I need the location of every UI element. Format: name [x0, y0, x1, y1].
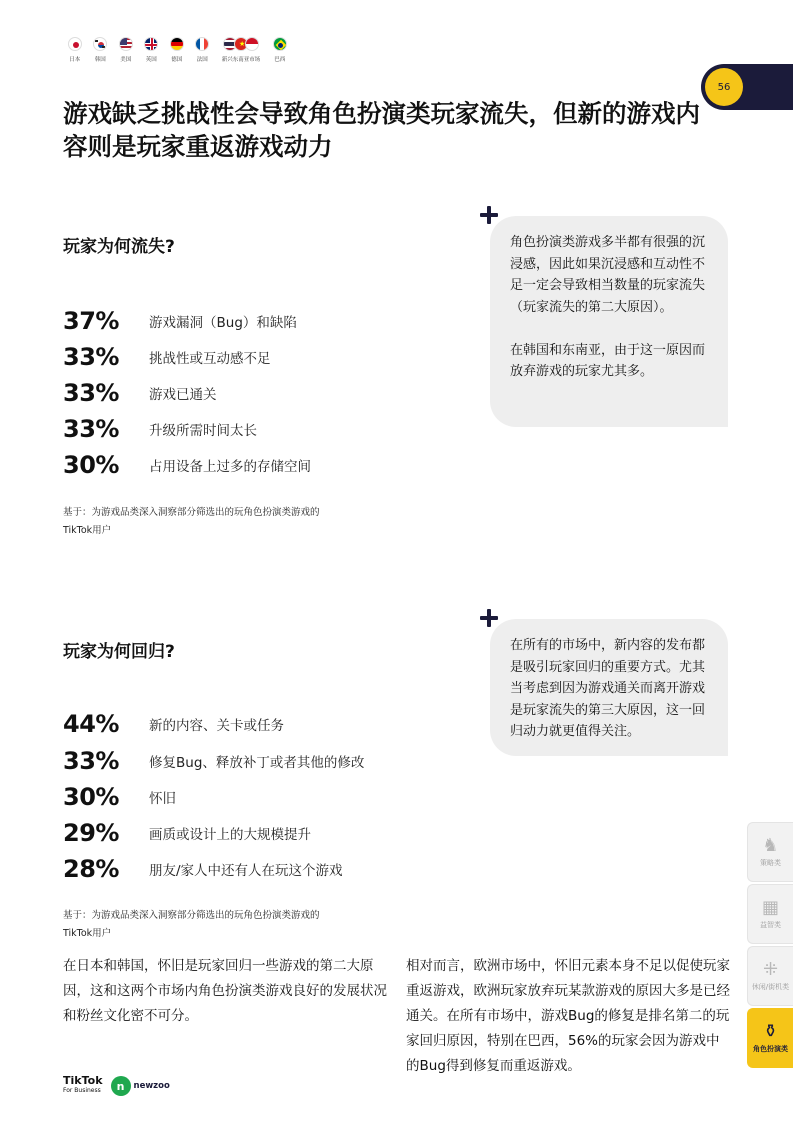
vietnam-flag-icon: ★: [234, 37, 248, 51]
flag-label: 巴西: [274, 57, 286, 63]
france-flag-icon: [195, 37, 209, 51]
footer-logos: [63, 1076, 170, 1096]
flag-label: 日本: [69, 57, 81, 63]
tiktok-sub: For Business: [63, 1087, 101, 1094]
churn-stat-row: [63, 376, 217, 410]
market-usa: [113, 37, 139, 63]
page-title: 游戏缺乏挑战性会导致角色扮演类玩家流失，但新的游戏内容则是玩家重返游戏动力: [63, 99, 700, 161]
stat-percent: 33%: [63, 343, 119, 371]
callout-text: 在所有的市场中，新内容的发布都是吸引玩家回归的重要方式。尤其当考虑到因为游戏通关而离开游戏是玩家流失的第三大原因，这一回归动力就更值得关注。: [510, 638, 706, 739]
tab-casual-arcade[interactable]: [747, 946, 793, 1006]
stat-label: 游戏漏洞（Bug）和缺陷: [149, 315, 297, 331]
footnote-line: 基于：为游戏品类深入洞察部分筛选出的玩角色扮演类游戏的: [63, 507, 320, 518]
return-heading: 玩家为何回归?: [63, 642, 175, 662]
market-brazil: [267, 37, 293, 63]
churn-footnote: [63, 504, 383, 540]
page-number: 56: [705, 68, 743, 106]
stat-percent: 29%: [63, 819, 119, 847]
churn-stat-row: [63, 412, 257, 446]
stat-label: 占用设备上过多的存储空间: [149, 459, 311, 475]
market-germany: [164, 37, 190, 63]
footnote-line: 基于：为游戏品类深入洞察部分筛选出的玩角色扮演类游戏的: [63, 910, 320, 921]
market-korea: [88, 37, 114, 63]
plus-icon: [479, 608, 499, 628]
return-footnote: [63, 907, 383, 943]
usa-flag-icon: [119, 37, 133, 51]
market-flags-row: [62, 37, 293, 63]
callout-text: 在韩国和东南亚，由于这一原因而放弃游戏的玩家尤其多。: [510, 342, 706, 379]
newzoo-name: newzoo: [133, 1081, 170, 1091]
stat-label: 修复Bug、释放补丁或者其他的修改: [149, 755, 365, 771]
tab-puzzle[interactable]: [747, 884, 793, 944]
churn-stat-row: [63, 304, 297, 338]
plus-icon: [479, 205, 499, 225]
return-stat-row: [63, 707, 284, 741]
japan-flag-icon: [68, 37, 82, 51]
market-uk: [139, 37, 165, 63]
stat-percent: 30%: [63, 451, 119, 479]
market-japan: [62, 37, 88, 63]
sea-flags-icon: [223, 37, 259, 51]
category-tabs: [747, 822, 793, 1070]
flag-label: 美国: [120, 57, 132, 63]
uk-flag-icon: [144, 37, 158, 51]
return-callout: [490, 619, 728, 756]
churn-stat-row: [63, 340, 271, 374]
rpg-potion-icon: ⚱: [762, 1021, 779, 1042]
stat-label: 升级所需时间太长: [149, 423, 257, 439]
tab-label: 角色扮演类: [753, 1045, 788, 1053]
flag-label: 法国: [196, 57, 208, 63]
stat-percent: 30%: [63, 783, 119, 811]
puzzle-grid-icon: ▦: [761, 897, 779, 918]
body-text-right: 相对而言，欧洲市场中，怀旧元素本身不足以促使玩家重返游戏，欧洲玩家放弃玩某款游戏的原因大多是已经通关。在所有市场中，游戏Bug的修复是排名第二的玩家回归原因，特别在巴西，56%的玩家会因为游戏中的Bug得到修复而重返游戏。: [406, 958, 730, 1074]
callout-text: 角色扮演类游戏多半都有很强的沉浸感，因此如果沉浸感和互动性不足一定会导致相当数量的玩家流失（玩家流失的第二大原因）。: [510, 235, 706, 315]
flag-label: 韩国: [94, 57, 106, 63]
footnote-line: TikTok用户: [63, 928, 112, 939]
body-text-left: 在日本和韩国，怀旧是玩家回归一些游戏的第二大原因，这和这两个市场内角色扮演类游戏良好的发展状况和粉丝文化密不可分。: [63, 958, 387, 1024]
newzoo-mark-icon: n: [111, 1076, 131, 1096]
churn-heading: 玩家为何流失?: [63, 237, 175, 257]
churn-callout: [490, 216, 728, 427]
return-stat-row: [63, 816, 311, 850]
tab-rpg[interactable]: [747, 1008, 793, 1068]
germany-flag-icon: [170, 37, 184, 51]
return-stat-row: [63, 744, 364, 778]
tiktok-name: TikTok: [63, 1074, 103, 1087]
stat-label: 朋友/家人中还有人在玩这个游戏: [149, 863, 343, 879]
tab-label: 策略类: [760, 859, 781, 867]
brazil-flag-icon: [273, 37, 287, 51]
stat-label: 新的内容、关卡或任务: [149, 718, 284, 734]
chess-knight-icon: ♞: [762, 835, 779, 856]
stat-label: 游戏已通关: [149, 387, 217, 403]
korea-flag-icon: [93, 37, 107, 51]
tiktok-for-business-logo: [63, 1076, 103, 1096]
stat-percent: 33%: [63, 747, 119, 775]
flag-label: 新兴东南亚市场: [221, 57, 261, 63]
stat-percent: 28%: [63, 855, 119, 883]
tab-strategy[interactable]: [747, 822, 793, 882]
stat-label: 挑战性或互动感不足: [149, 351, 271, 367]
page-number-badge: [701, 64, 793, 110]
tab-label: 休闲/街机类: [751, 983, 790, 991]
indonesia-flag-icon: [245, 37, 259, 51]
market-france: [190, 37, 216, 63]
tab-label: 益智类: [760, 921, 781, 929]
return-stat-row: [63, 852, 343, 886]
churn-stat-row: [63, 448, 311, 482]
stat-label: 怀旧: [149, 791, 176, 807]
stat-percent: 37%: [63, 307, 119, 335]
return-stat-row: [63, 780, 176, 814]
stat-percent: 44%: [63, 710, 119, 738]
newzoo-logo: [111, 1076, 170, 1096]
market-sea: [215, 37, 267, 63]
flag-label: 德国: [171, 57, 183, 63]
footnote-line: TikTok用户: [63, 525, 112, 536]
flag-label: 英国: [145, 57, 157, 63]
stat-percent: 33%: [63, 415, 119, 443]
casual-nodes-icon: ⁜: [762, 959, 779, 980]
stat-label: 画质或设计上的大规模提升: [149, 827, 311, 843]
stat-percent: 33%: [63, 379, 119, 407]
